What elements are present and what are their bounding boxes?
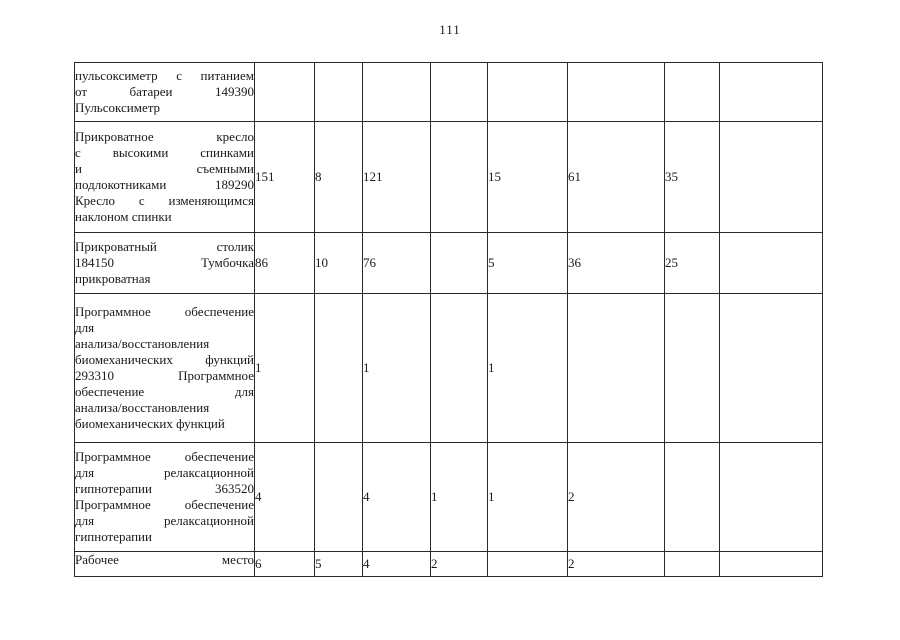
value-cell-col-3: 4 <box>363 552 431 577</box>
value-cell-col-5: 1 <box>488 294 568 443</box>
value-cell-col-6: 2 <box>568 552 665 577</box>
page-number: 111 <box>439 22 461 37</box>
item-name-line: 293310 Программное <box>75 368 254 383</box>
item-name-line: гипнотерапии <box>75 529 152 544</box>
item-name-line: гипнотерапии 363520 <box>75 481 254 496</box>
item-name-line: Программное обеспечение <box>75 449 254 464</box>
item-name-line: для релаксационной <box>75 465 254 480</box>
value-cell-col-2 <box>315 294 363 443</box>
value-cell-col-6 <box>568 294 665 443</box>
value-cell-col-7: 25 <box>665 233 720 294</box>
item-name-line: биомеханических функций <box>75 416 225 431</box>
item-name-line: Прикроватное кресло <box>75 129 254 144</box>
value-cell-col-8 <box>720 443 823 552</box>
item-name-cell <box>75 122 255 233</box>
item-name-cell <box>75 233 255 294</box>
item-name-line: с высокими спинками <box>75 145 254 160</box>
value-cell-col-5 <box>488 63 568 122</box>
item-name-line: для релаксационной <box>75 513 254 528</box>
item-name-line: прикроватная <box>75 271 151 286</box>
item-name-line: анализа/восстановления <box>75 336 210 351</box>
value-cell-col-2 <box>315 63 363 122</box>
value-cell-col-2: 5 <box>315 552 363 577</box>
table-row <box>75 552 823 577</box>
value-cell-col-1: 1 <box>255 294 315 443</box>
equipment-table <box>74 62 823 577</box>
value-cell-col-7 <box>665 443 720 552</box>
value-cell-col-3: 4 <box>363 443 431 552</box>
value-cell-col-2: 10 <box>315 233 363 294</box>
item-name-cell <box>75 294 255 443</box>
item-name-cell <box>75 443 255 552</box>
table-body <box>75 63 823 577</box>
value-cell-col-7 <box>665 294 720 443</box>
value-cell-col-2 <box>315 443 363 552</box>
item-name-line: Прикроватный столик <box>75 239 254 254</box>
value-cell-col-2: 8 <box>315 122 363 233</box>
value-cell-col-5: 15 <box>488 122 568 233</box>
value-cell-col-3: 121 <box>363 122 431 233</box>
item-name-line: наклоном спинки <box>75 209 172 224</box>
item-name-cell <box>75 552 255 577</box>
item-name-line: биомеханических функций <box>75 352 254 367</box>
item-name-line: Программное обеспечение <box>75 304 254 319</box>
value-cell-col-5: 5 <box>488 233 568 294</box>
value-cell-col-7 <box>665 63 720 122</box>
value-cell-col-4: 2 <box>431 552 488 577</box>
item-name-line: обеспечение для <box>75 384 254 399</box>
table-row <box>75 63 823 122</box>
value-cell-col-1: 151 <box>255 122 315 233</box>
value-cell-col-1 <box>255 63 315 122</box>
value-cell-col-6 <box>568 63 665 122</box>
item-name-cell <box>75 63 255 122</box>
value-cell-col-8 <box>720 294 823 443</box>
value-cell-col-6: 61 <box>568 122 665 233</box>
item-name-line: и съемными <box>75 161 254 176</box>
table-row <box>75 233 823 294</box>
value-cell-col-1: 6 <box>255 552 315 577</box>
table-row <box>75 294 823 443</box>
item-name-line: Рабочее место <box>75 552 254 567</box>
value-cell-col-3: 76 <box>363 233 431 294</box>
item-name-line: 184150 Тумбочка <box>75 255 254 270</box>
value-cell-col-8 <box>720 63 823 122</box>
value-cell-col-5 <box>488 552 568 577</box>
value-cell-col-3 <box>363 63 431 122</box>
item-name-line: подлокотниками 189290 <box>75 177 254 192</box>
value-cell-col-4 <box>431 63 488 122</box>
item-name-line: анализа/восстановления <box>75 400 210 415</box>
value-cell-col-7: 35 <box>665 122 720 233</box>
table-row <box>75 443 823 552</box>
item-name-line: Пульсоксиметр <box>75 100 161 115</box>
value-cell-col-6: 2 <box>568 443 665 552</box>
value-cell-col-8 <box>720 233 823 294</box>
item-name-line: Программное обеспечение <box>75 497 254 512</box>
item-name-line: Кресло с изменяющимся <box>75 193 254 208</box>
item-name-line: пульсоксиметр с питанием <box>75 68 254 83</box>
value-cell-col-4: 1 <box>431 443 488 552</box>
value-cell-col-7 <box>665 552 720 577</box>
value-cell-col-1: 86 <box>255 233 315 294</box>
value-cell-col-5: 1 <box>488 443 568 552</box>
item-name-line: от батареи 149390 <box>75 84 254 99</box>
value-cell-col-4 <box>431 233 488 294</box>
value-cell-col-4 <box>431 122 488 233</box>
value-cell-col-6: 36 <box>568 233 665 294</box>
value-cell-col-4 <box>431 294 488 443</box>
value-cell-col-8 <box>720 122 823 233</box>
value-cell-col-3: 1 <box>363 294 431 443</box>
value-cell-col-1: 4 <box>255 443 315 552</box>
table-row <box>75 122 823 233</box>
item-name-line: для <box>75 320 95 335</box>
value-cell-col-8 <box>720 552 823 577</box>
